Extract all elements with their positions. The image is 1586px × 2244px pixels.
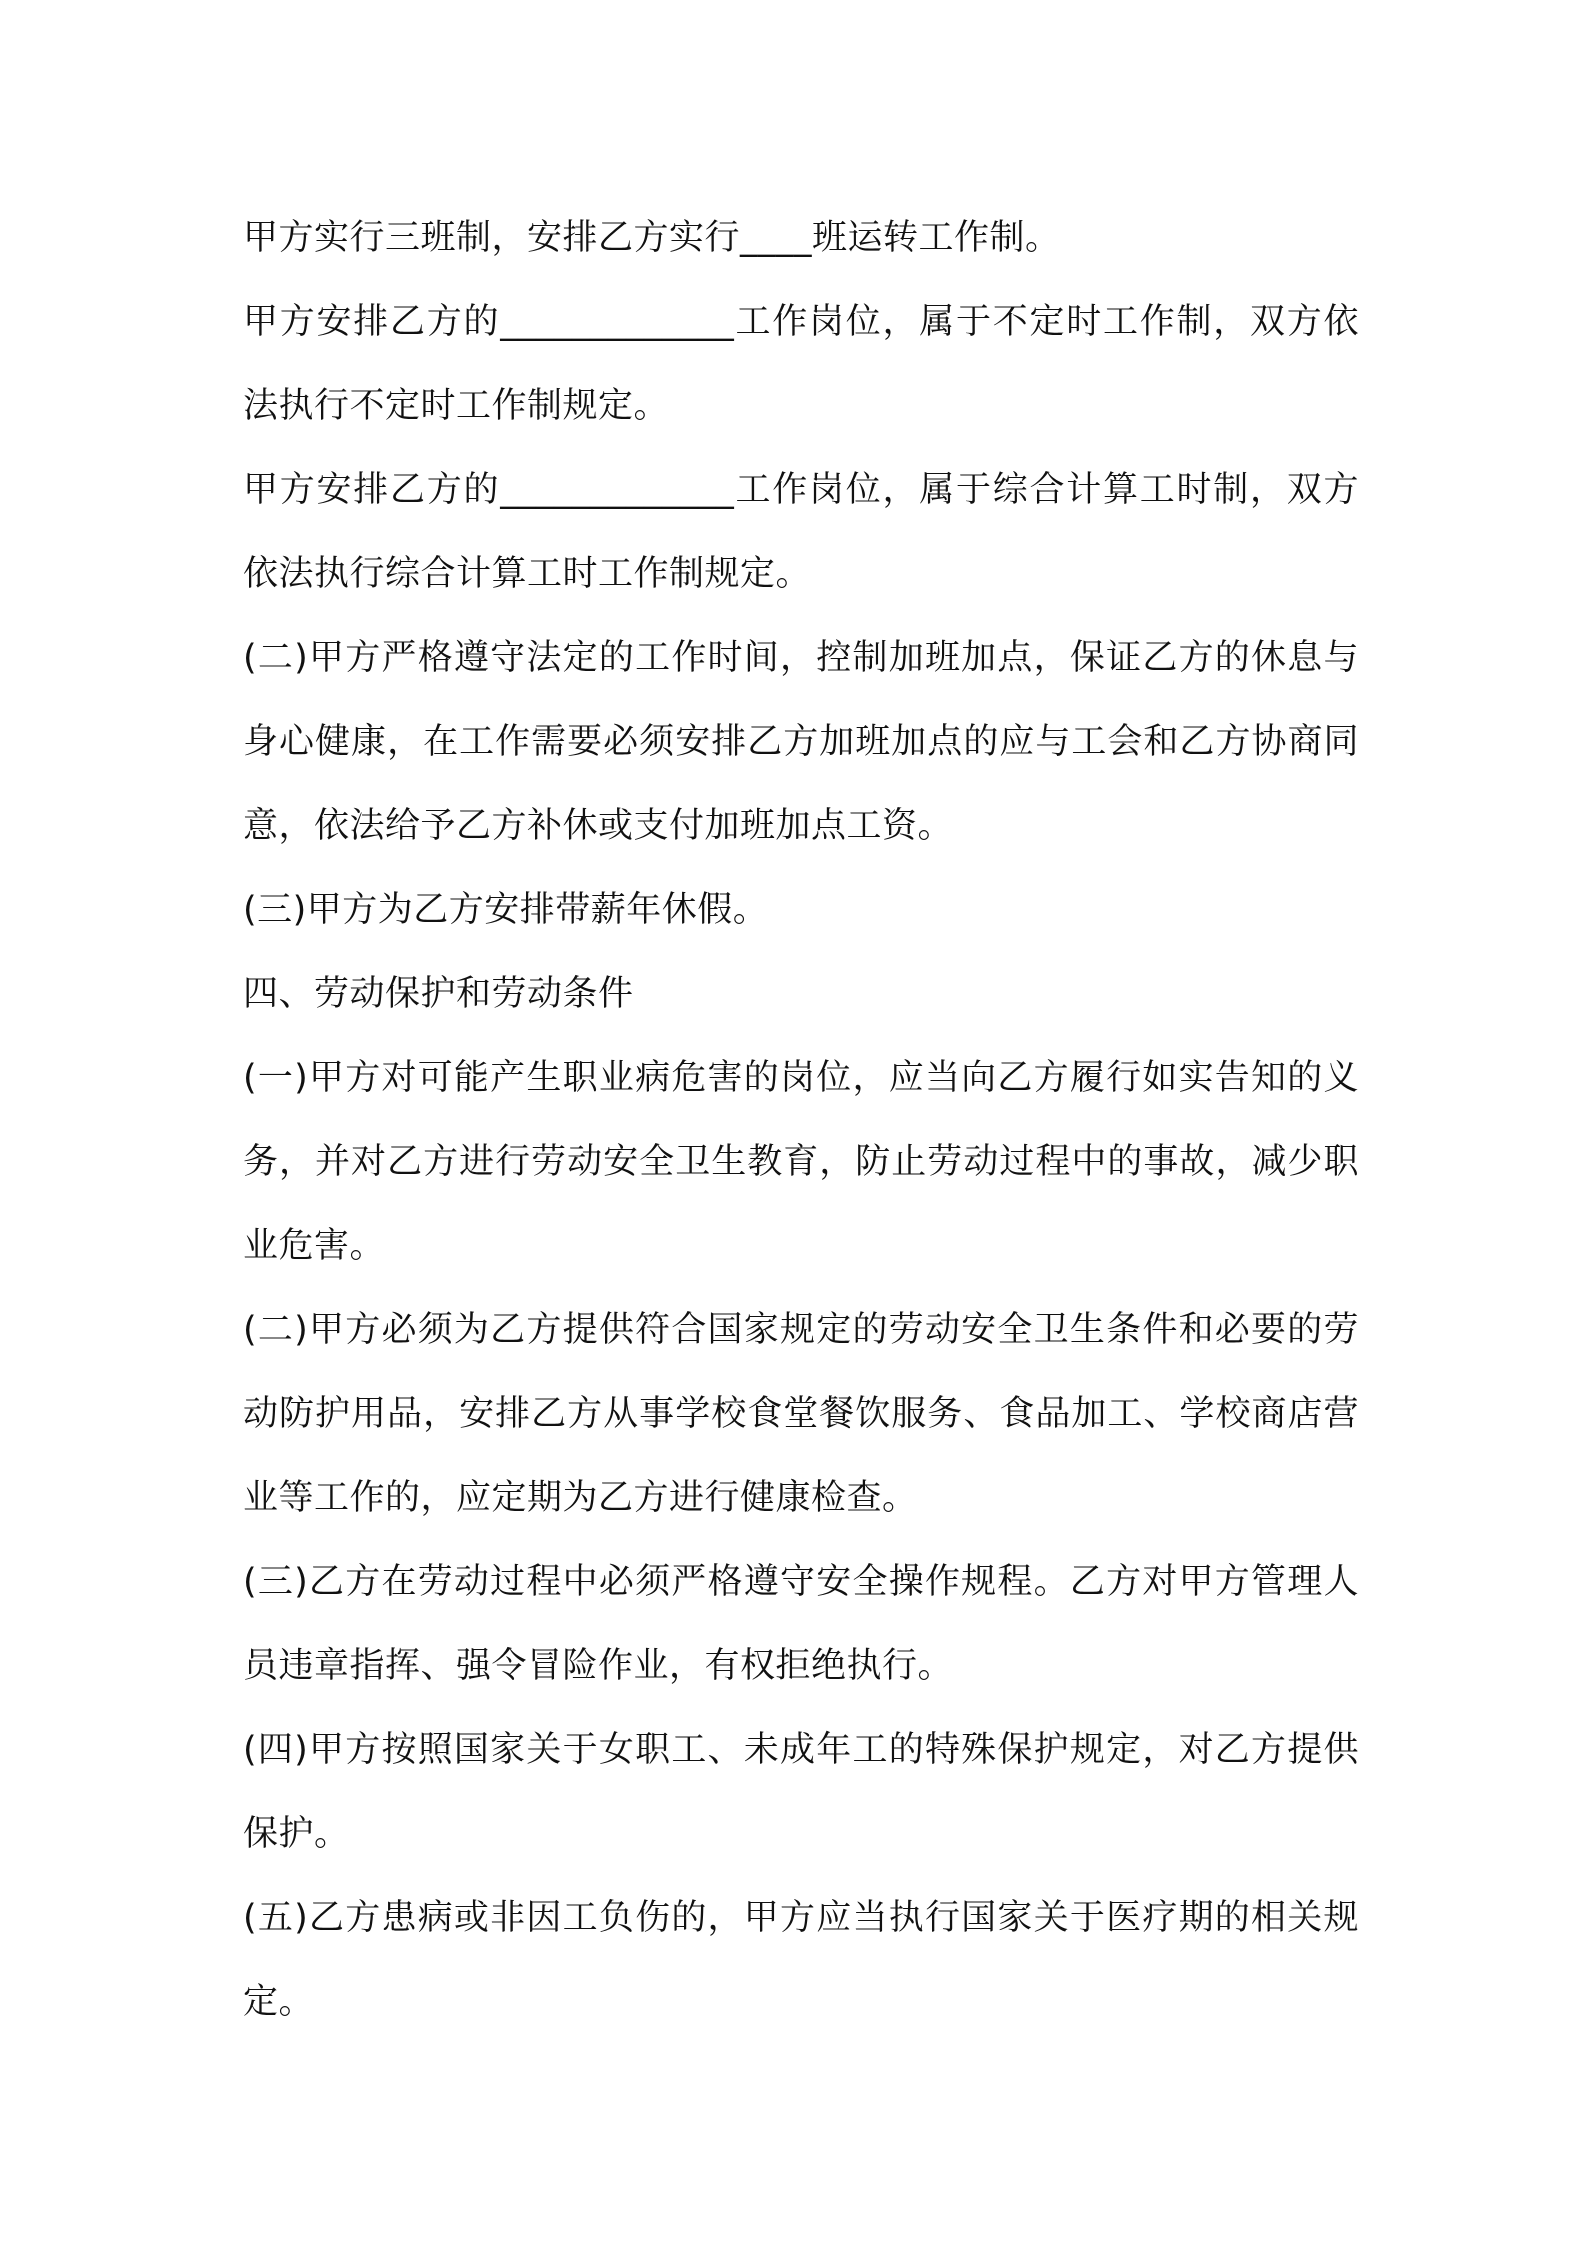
document-body — [243, 196, 1359, 2044]
paragraph-shift-system: 甲方实行三班制，安排乙方实行____班运转工作制。 — [243, 218, 1061, 258]
paragraph-comprehensive-hours: 甲方安排乙方的_____________工作岗位，属于综合计算工时制，双方依法执行综合计算工时工作制规定。 — [243, 470, 1359, 594]
paragraph-working-time: (二)甲方严格遵守法定的工作时间，控制加班加点，保证乙方的休息与身心健康，在工作需要必须安排乙方加班加点的应与工会和乙方协商同意，依法给予乙方补休或支付加班加点工资。 — [243, 638, 1359, 846]
paragraph-annual-leave: (三)甲方为乙方安排带薪年休假。 — [243, 890, 769, 930]
paragraph-safety-conditions: (二)甲方必须为乙方提供符合国家规定的劳动安全卫生条件和必要的劳动防护用品，安排乙方从事学校食堂餐饮服务、食品加工、学校商店营业等工作的，应定期为乙方进行健康检查。 — [243, 1310, 1359, 1518]
paragraph-medical-period: (五)乙方患病或非因工负伤的，甲方应当执行国家关于医疗期的相关规定。 — [243, 1898, 1359, 2022]
paragraph-occupational-hazard: (一)甲方对可能产生职业病危害的岗位，应当向乙方履行如实告知的义务，并对乙方进行劳动安全卫生教育，防止劳动过程中的事故，减少职业危害。 — [243, 1058, 1359, 1266]
paragraph-safety-rules: (三)乙方在劳动过程中必须严格遵守安全操作规程。乙方对甲方管理人员违章指挥、强令冒险作业，有权拒绝执行。 — [243, 1562, 1359, 1686]
paragraph-flexible-hours: 甲方安排乙方的_____________工作岗位，属于不定时工作制，双方依法执行不定时工作制规定。 — [243, 302, 1359, 426]
section-heading-labor-protection: 四、劳动保护和劳动条件 — [243, 974, 634, 1014]
paragraph-special-protection: (四)甲方按照国家关于女职工、未成年工的特殊保护规定，对乙方提供保护。 — [243, 1730, 1359, 1854]
